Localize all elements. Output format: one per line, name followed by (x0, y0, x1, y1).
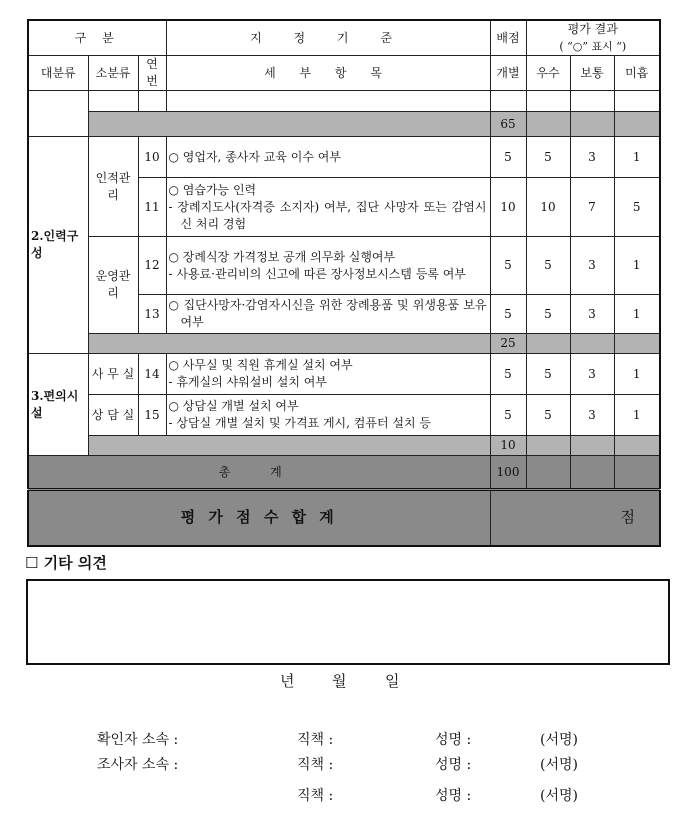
section2-subtotal: 25 (490, 334, 526, 354)
row13-score: 5 (490, 295, 526, 334)
row11-detail (166, 178, 490, 237)
header-minor: 소분류 (88, 56, 138, 91)
row12-no: 12 (138, 237, 166, 295)
row10-line1: ○ 영업자, 종사자 교육 이수 여부 (168, 149, 341, 164)
row15-detail (166, 395, 490, 436)
row11-no: 11 (138, 178, 166, 237)
investigator-sign: (서명) (540, 757, 578, 773)
row12-detail (166, 237, 490, 295)
row11-line1: ○ 염습가능 인력 (168, 182, 257, 197)
row10-normal: 3 (570, 137, 614, 178)
row13-no: 13 (138, 295, 166, 334)
extra-position: 직책 : (297, 788, 334, 804)
row12-poor: 1 (614, 237, 660, 295)
section3-sub-b: 상 담 실 (88, 395, 138, 436)
date-month: 월 (332, 672, 347, 690)
row15-poor: 1 (614, 395, 660, 436)
extra-sign: (서명) (540, 788, 578, 804)
row11-line2: - 장례지도사(자격증 소지자) 여부, 집단 사망자 또는 감염시신 처리 경험 (168, 199, 487, 231)
total-label: 총 계 (28, 456, 490, 490)
section2-sub-a: 인적관리 (88, 137, 138, 237)
row15-excellent: 5 (526, 395, 570, 436)
row12-line1: ○ 장례식장 가격정보 공개 의무화 실행여부 (168, 249, 396, 264)
investigator-name: 성명 : (435, 757, 472, 773)
sum-label: 평 가 점 수 합 계 (28, 490, 490, 546)
row14-line1: ○ 사무실 및 직원 휴게실 설치 여부 (168, 358, 353, 372)
row12-score: 5 (490, 237, 526, 295)
header-score: 배점 (490, 20, 526, 56)
confirmer-name: 성명 : (435, 732, 472, 748)
row15-no: 15 (138, 395, 166, 436)
header-serial: 연번 (138, 56, 166, 91)
opinion-title: ☐ 기타 의견 (25, 554, 107, 572)
row15-line2: - 상담실 개별 설치 및 가격표 게시, 컴퓨터 설치 등 (168, 416, 431, 430)
header-individual: 개별 (490, 56, 526, 91)
row15-line1: ○ 상담실 개별 설치 여부 (168, 399, 299, 413)
row13-excellent: 5 (526, 295, 570, 334)
row14-detail (166, 354, 490, 395)
row14-normal: 3 (570, 354, 614, 395)
header-excellent: 우수 (526, 56, 570, 91)
investigator-position: 직책 : (297, 757, 334, 773)
row14-excellent: 5 (526, 354, 570, 395)
date-day: 일 (385, 672, 400, 690)
date-year: 년 (280, 672, 295, 690)
header-eval-note: ( “○” 표시 “) (559, 40, 627, 53)
header-gubun: 구 분 (28, 20, 166, 56)
sum-unit: 점 (490, 490, 660, 546)
row10-detail (166, 137, 490, 178)
row12-normal: 3 (570, 237, 614, 295)
investigator-label: 조사자 소속 : (97, 757, 179, 773)
row10-poor: 1 (614, 137, 660, 178)
section3-sub-a: 사 무 실 (88, 354, 138, 395)
row14-score: 5 (490, 354, 526, 395)
row15-normal: 3 (570, 395, 614, 436)
row13-normal: 3 (570, 295, 614, 334)
row13-detail (166, 295, 490, 334)
subtotal-1: 65 (490, 112, 526, 137)
opinion-box[interactable] (26, 579, 670, 665)
blank-major (28, 91, 88, 137)
row11-normal: 7 (570, 178, 614, 237)
row15-score: 5 (490, 395, 526, 436)
total-score: 100 (490, 456, 526, 490)
row11-excellent: 10 (526, 178, 570, 237)
evaluation-table (27, 19, 661, 547)
row10-score: 5 (490, 137, 526, 178)
confirmer-label: 확인자 소속 : (97, 732, 179, 748)
header-major: 대분류 (28, 56, 88, 91)
extra-name: 성명 : (435, 788, 472, 804)
row11-score: 10 (490, 178, 526, 237)
section2-name: 2.인력구성 (28, 137, 88, 354)
header-criteria: 지 정 기 준 (166, 20, 490, 56)
row14-poor: 1 (614, 354, 660, 395)
header-eval (526, 20, 660, 56)
row10-no: 10 (138, 137, 166, 178)
header-detail: 세 부 항 목 (166, 56, 490, 91)
row13-line1: ○ 집단사망자·감염자시신을 위한 장례용품 및 위생용품 보유 여부 (168, 298, 487, 329)
confirmer-position: 직책 : (297, 732, 334, 748)
row12-excellent: 5 (526, 237, 570, 295)
section2-sub-b: 운영관리 (88, 237, 138, 334)
row12-line2: - 사용료·관리비의 신고에 따른 장사정보시스템 등록 여부 (168, 266, 466, 281)
row14-no: 14 (138, 354, 166, 395)
row14-line2: - 휴게실의 샤워설비 설치 여부 (168, 375, 327, 389)
header-eval-title: 평가 결과 (567, 22, 618, 36)
row10-excellent: 5 (526, 137, 570, 178)
header-poor: 미흡 (614, 56, 660, 91)
row13-poor: 1 (614, 295, 660, 334)
header-normal: 보통 (570, 56, 614, 91)
section3-subtotal: 10 (490, 436, 526, 456)
section3-name: 3.편의시설 (28, 354, 88, 456)
confirmer-sign: (서명) (540, 732, 578, 748)
row11-poor: 5 (614, 178, 660, 237)
